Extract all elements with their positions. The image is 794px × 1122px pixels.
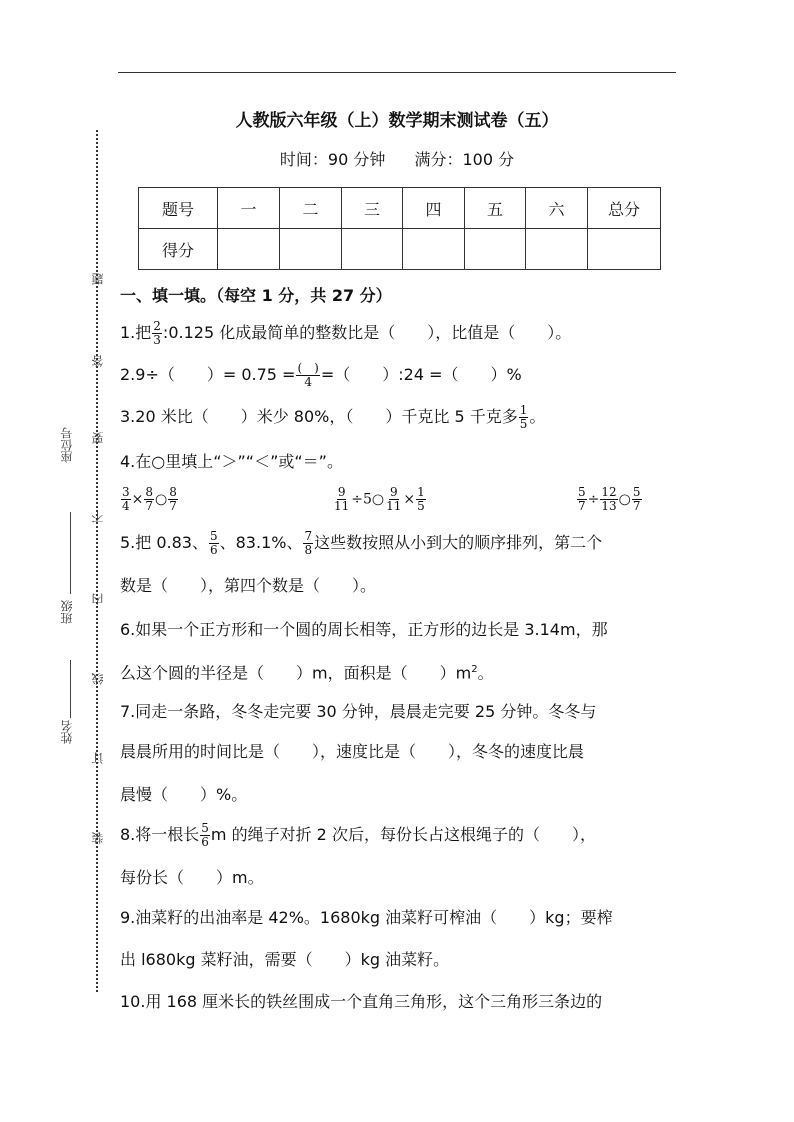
page-title: 人教版六年级（上）数学期末测试卷（五）	[235, 111, 559, 131]
table-cell: 五	[465, 188, 526, 229]
question-1: 1.把 $\frac{2}{3}$ :0.125 化成最简单的整数比是（ ），比值是（ ）。	[120, 319, 572, 347]
binding-dotted-line	[96, 130, 98, 992]
score-input-cell[interactable]	[218, 229, 280, 270]
compare-circle[interactable]: ○	[618, 491, 631, 508]
binding-char: 不	[91, 511, 105, 523]
question-5-line-1: 5.把 0.83、 $\frac{5}{6}$ 、83.1%、 $\frac{7}{8}$ 这些数按照从小到大的顺序排列，第二个	[120, 529, 603, 557]
fraction: $\frac{1}{5}$	[519, 403, 528, 431]
table-cell: 三	[342, 188, 403, 229]
binding-char: 题	[91, 273, 105, 285]
question-6-line-1: 6.如果一个正方形和一个圆的周长相等，正方形的边长是 3.14m，那	[120, 620, 608, 639]
score-input-cell[interactable]	[526, 229, 588, 270]
table-cell: 得分	[139, 229, 218, 270]
question-10-line-1: 10.用 168 厘米长的铁丝围成一个直角三角形，这个三角形三条边的	[120, 992, 603, 1011]
compare-circle[interactable]: ○	[371, 491, 385, 508]
question-2: 2.9÷（ ）= 0.75 = $\frac{( )}{4}$ =（ ）:24 =（ ）%	[120, 361, 522, 389]
fraction: $\frac{2}{3}$	[153, 319, 161, 347]
seat-number-label: 座位号	[60, 427, 74, 463]
binding-char: 订	[91, 752, 105, 764]
question-8-line-2: 每份长（ ）m。	[120, 868, 264, 887]
score-table-header-row	[139, 188, 661, 229]
score-input-cell[interactable]	[403, 229, 465, 270]
binding-char: 答	[91, 355, 105, 367]
table-cell: 一	[218, 188, 280, 229]
class-blank-line[interactable]	[70, 512, 71, 594]
question-7-line-3: 晨慢（ ）%。	[120, 785, 248, 804]
class-label: 班级	[60, 600, 74, 624]
name-label: 姓名	[60, 720, 74, 744]
question-9-line-1: 9.油菜籽的出油率是 42%。1680kg 油菜籽可榨油（ ）kg；要榨	[120, 908, 613, 927]
table-cell: 六	[526, 188, 588, 229]
score-table-score-row	[139, 229, 661, 270]
fraction: $\frac{( )}{4}$	[297, 361, 319, 389]
section-heading: 一、填一填。（每空 1 分，共 27 分）	[120, 286, 392, 305]
score-input-cell[interactable]	[342, 229, 403, 270]
name-blank-line[interactable]	[70, 660, 71, 718]
comparison-2: $\frac{9}{11}$ ÷5○ $\frac{9}{11}$ × $\frac{1}{5}$	[334, 485, 425, 513]
top-rule	[118, 72, 676, 73]
binding-char: 内	[91, 593, 105, 605]
exam-info	[0, 147, 794, 170]
binding-char: 装	[91, 832, 105, 844]
question-6-line-2: 么这个圆的半径是（ ）m，面积是（ ）$m^2$。	[120, 663, 494, 683]
score-input-cell[interactable]	[465, 229, 526, 270]
binding-char: 线	[91, 673, 105, 685]
question-9-line-2: 出 l680kg 菜籽油，需要（ ）kg 油菜籽。	[120, 950, 450, 969]
score-table	[138, 187, 661, 270]
question-8-line-1: 8.将一根长 $\frac{5}{6}$ m 的绳子对折 2 次后，每份长占这根绳子的（ ），	[120, 821, 596, 849]
comparison-1: $\frac{3}{4}$ × $\frac{8}{7}$ ○ $\frac{8}{7}$	[122, 485, 177, 513]
comparison-3: $\frac{5}{7}$ ÷ $\frac{12}{13}$ ○ $\frac{5}{7}$	[578, 485, 641, 513]
question-4: 4.在○里填上“＞”“＜”或“＝”。	[120, 452, 343, 471]
table-cell: 总分	[588, 188, 661, 229]
score-input-cell[interactable]	[588, 229, 661, 270]
score-input-cell[interactable]	[280, 229, 342, 270]
question-7-line-1: 7.同走一条路，冬冬走完要 30 分钟，晨晨走完要 25 分钟。冬冬与	[120, 702, 597, 721]
question-5-line-2: 数是（ ），第四个数是（ ）。	[120, 576, 377, 595]
binding-char: 要	[91, 432, 105, 444]
compare-circle[interactable]: ○	[155, 491, 168, 508]
question-3: 3.20 米比（ ）米少 80%，（ ）千克比 5 千克多 $\frac{1}{5}$ 。	[120, 403, 546, 431]
question-7-line-2: 晨晨所用的时间比是（ ），速度比是（ ），冬冬的速度比晨	[120, 742, 585, 761]
exam-full-score: 满分：100 分	[414, 150, 515, 169]
table-cell: 二	[280, 188, 342, 229]
table-cell: 四	[403, 188, 465, 229]
table-cell: 题号	[139, 188, 218, 229]
exam-time: 时间：90 分钟	[279, 150, 386, 169]
